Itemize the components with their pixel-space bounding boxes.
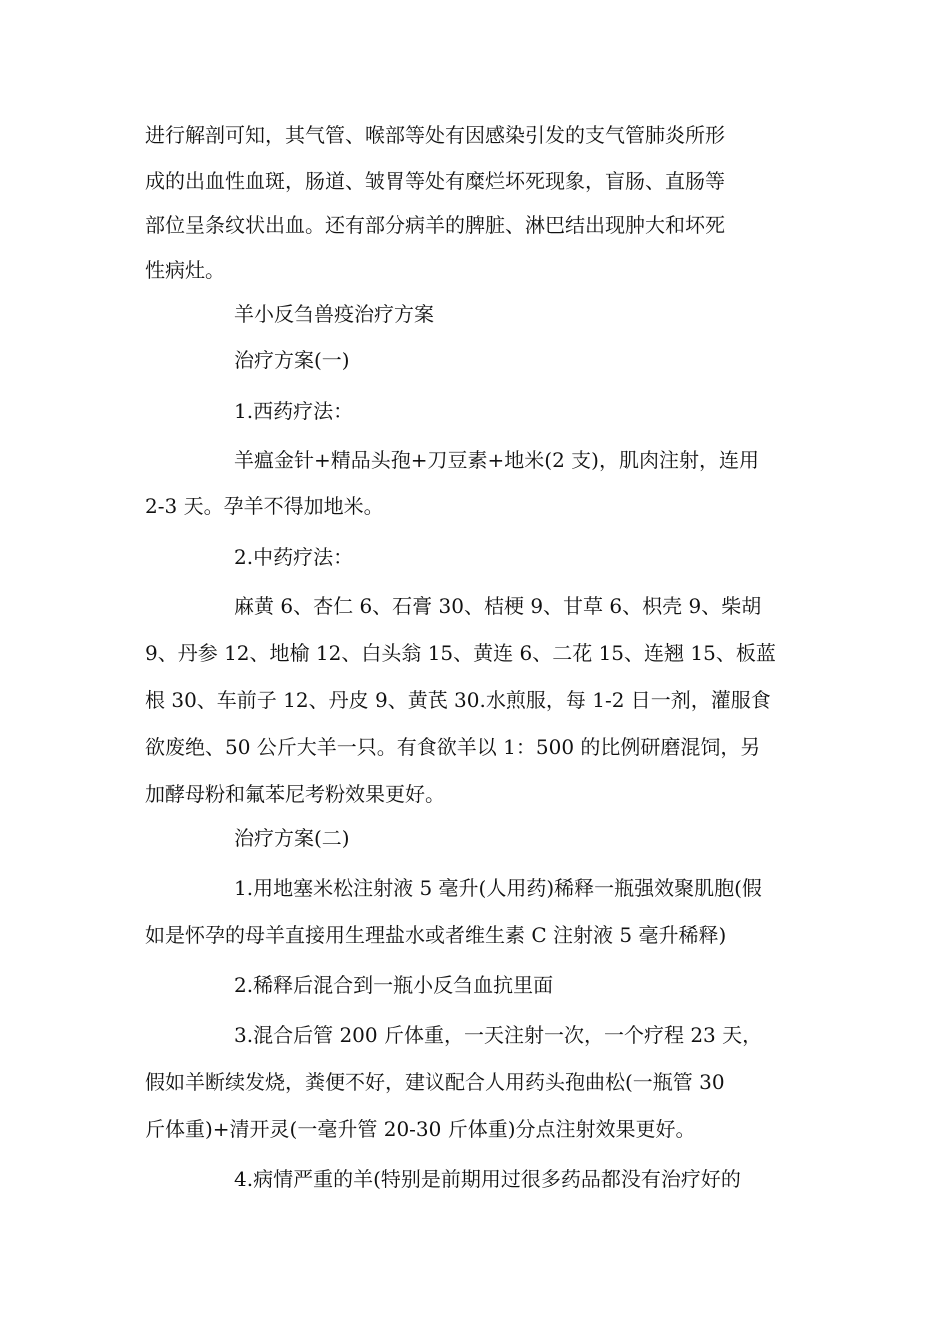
text-line: 1.用地塞米松注射液 5 毫升(人用药)稀释一瓶强效聚肌胞(假 [234, 876, 762, 900]
text-line: 2-3 天。孕羊不得加地米。 [145, 494, 384, 518]
text-line: 麻黄 6、杏仁 6、石膏 30、桔梗 9、甘草 6、枳壳 9、柴胡 [234, 594, 762, 618]
text-line: 如是怀孕的母羊直接用生理盐水或者维生素 C 注射液 5 毫升稀释) [145, 923, 727, 947]
text-line: 性病灶。 [145, 258, 225, 282]
section-heading: 羊小反刍兽疫治疗方案 [234, 302, 434, 326]
list-item-heading: 2.中药疗法： [234, 545, 354, 569]
text-line: 部位呈条纹状出血。还有部分病羊的脾脏、淋巴结出现肿大和坏死 [145, 213, 725, 237]
text-line: 9、丹参 12、地榆 12、白头翁 15、黄连 6、二花 15、连翘 15、板蓝 [145, 641, 776, 665]
text-line: 3.混合后管 200 斤体重，一天注射一次，一个疗程 23 天， [234, 1023, 763, 1047]
list-item-heading: 1.西药疗法： [234, 399, 354, 423]
text-line: 进行解剖可知，其气管、喉部等处有因感染引发的支气管肺炎所形 [145, 123, 725, 147]
text-line: 4.病情严重的羊(特别是前期用过很多药品都没有治疗好的 [234, 1167, 741, 1191]
text-line: 羊瘟金针+精品头孢+刀豆素+地米(2 支)，肌肉注射，连用 [234, 448, 759, 472]
text-line: 斤体重)+清开灵(一毫升管 20-30 斤体重)分点注射效果更好。 [145, 1117, 696, 1141]
subsection-heading: 治疗方案(一) [234, 348, 350, 372]
subsection-heading: 治疗方案(二) [234, 826, 350, 850]
text-line: 加酵母粉和氟苯尼考粉效果更好。 [145, 782, 445, 806]
text-line: 假如羊断续发烧，粪便不好，建议配合人用药头孢曲松(一瓶管 30 [145, 1070, 725, 1094]
text-line: 根 30、车前子 12、丹皮 9、黄芪 30.水煎服，每 1-2 日一剂，灌服食 [145, 688, 771, 712]
text-line: 2.稀释后混合到一瓶小反刍血抗里面 [234, 973, 554, 997]
text-line: 成的出血性血斑，肠道、皱胃等处有糜烂坏死现象，盲肠、直肠等 [145, 169, 725, 193]
text-line: 欲废绝、50 公斤大羊一只。有食欲羊以 1：500 的比例研磨混饲，另 [145, 735, 761, 759]
